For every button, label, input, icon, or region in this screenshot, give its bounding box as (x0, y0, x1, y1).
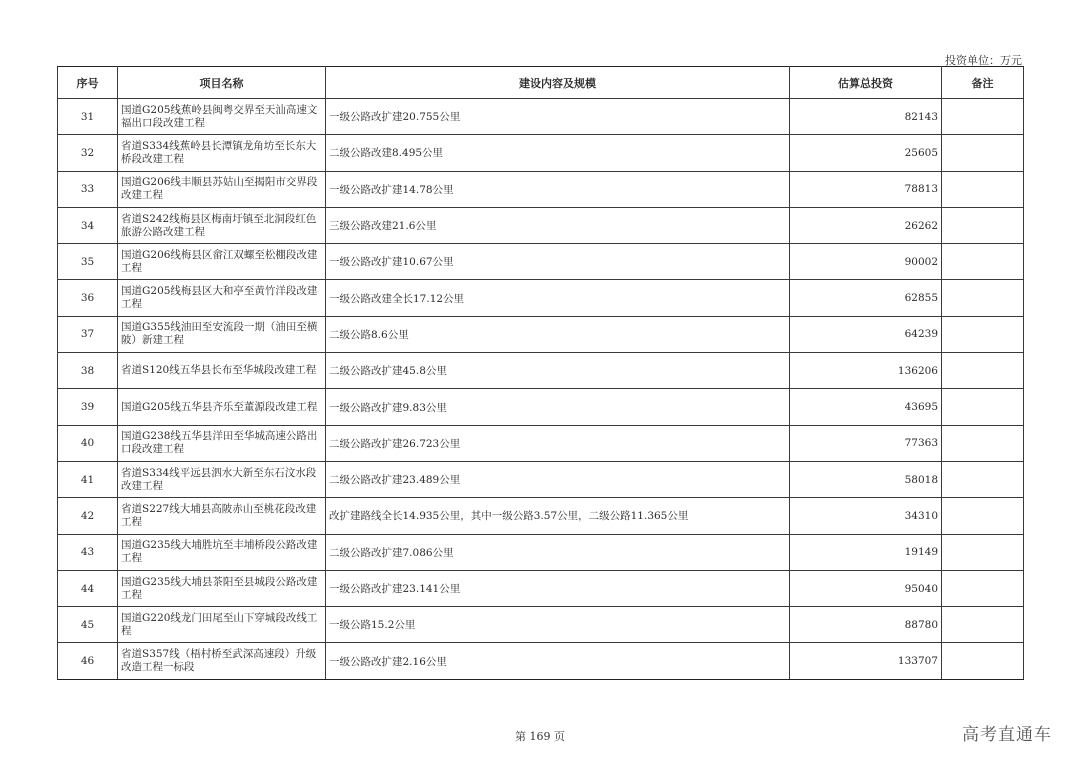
cell-project-name: 国道G206线丰顺县苏姑山至揭阳市交界段改建工程 (118, 171, 326, 207)
table-row (58, 280, 1024, 316)
cell-remark (942, 461, 1024, 497)
cell-project-name: 省道S334线蕉岭县长潭镇龙角坊至长东大桥段改建工程 (118, 135, 326, 171)
cell-investment: 25605 (790, 135, 942, 171)
cell-no: 39 (58, 389, 118, 425)
table-row (58, 643, 1024, 679)
cell-remark (942, 389, 1024, 425)
cell-project-name: 国道G355线油田至安流段一期（油田至横陂）新建工程 (118, 316, 326, 352)
cell-no: 42 (58, 498, 118, 534)
table-row (58, 534, 1024, 570)
table-row (58, 425, 1024, 461)
cell-scope: 二级公路8.6公里 (326, 316, 790, 352)
cell-project-name: 省道S227线大埔县高陂赤山至桃花段改建工程 (118, 498, 326, 534)
header-scope: 建设内容及规模 (326, 67, 790, 99)
cell-scope: 一级公路改建全长17.12公里 (326, 280, 790, 316)
cell-project-name: 国道G235线大埔县茶阳至县城段公路改建工程 (118, 570, 326, 606)
cell-investment: 19149 (790, 534, 942, 570)
cell-investment: 62855 (790, 280, 942, 316)
cell-no: 38 (58, 353, 118, 389)
cell-scope: 二级公路改建8.495公里 (326, 135, 790, 171)
cell-scope: 二级公路改扩建45.8公里 (326, 353, 790, 389)
cell-scope: 一级公路改扩建9.83公里 (326, 389, 790, 425)
cell-remark (942, 607, 1024, 643)
cell-scope: 一级公路15.2公里 (326, 607, 790, 643)
cell-project-name: 国道G205线五华县齐乐至董源段改建工程 (118, 389, 326, 425)
cell-project-name: 国道G205线梅县区大和亭至黄竹洋段改建工程 (118, 280, 326, 316)
table-row (58, 135, 1024, 171)
header-no: 序号 (58, 67, 118, 99)
cell-investment: 133707 (790, 643, 942, 679)
cell-remark (942, 316, 1024, 352)
table-row (58, 207, 1024, 243)
cell-investment: 43695 (790, 389, 942, 425)
table-row (58, 570, 1024, 606)
cell-investment: 88780 (790, 607, 942, 643)
cell-scope: 三级公路改建21.6公里 (326, 207, 790, 243)
cell-project-name: 省道S242线梅县区梅南圩镇至北洞段红色旅游公路改建工程 (118, 207, 326, 243)
cell-investment: 58018 (790, 461, 942, 497)
cell-investment: 77363 (790, 425, 942, 461)
investment-unit-note: 投资单位：万元 (945, 54, 1022, 67)
cell-no: 41 (58, 461, 118, 497)
cell-project-name: 省道S357线（梧村桥至武深高速段）升级改造工程一标段 (118, 643, 326, 679)
cell-investment: 136206 (790, 353, 942, 389)
header-name: 项目名称 (118, 67, 326, 99)
cell-remark (942, 425, 1024, 461)
table-row (58, 461, 1024, 497)
cell-remark (942, 534, 1024, 570)
watermark-logo: 高考直通车 (962, 725, 1052, 745)
table-row (58, 607, 1024, 643)
header-remark: 备注 (942, 67, 1024, 99)
table-header-row (58, 67, 1024, 99)
cell-remark (942, 353, 1024, 389)
cell-no: 31 (58, 99, 118, 135)
cell-no: 43 (58, 534, 118, 570)
cell-no: 34 (58, 207, 118, 243)
table-row (58, 353, 1024, 389)
cell-scope: 一级公路改扩建10.67公里 (326, 244, 790, 280)
cell-no: 33 (58, 171, 118, 207)
table-row (58, 498, 1024, 534)
cell-investment: 95040 (790, 570, 942, 606)
cell-no: 46 (58, 643, 118, 679)
cell-scope: 一级公路改扩建14.78公里 (326, 171, 790, 207)
cell-project-name: 省道S334线平远县泗水大新至东石汶水段改建工程 (118, 461, 326, 497)
cell-investment: 64239 (790, 316, 942, 352)
cell-project-name: 国道G238线五华县洋田至华城高速公路出口段改建工程 (118, 425, 326, 461)
cell-no: 45 (58, 607, 118, 643)
cell-investment: 82143 (790, 99, 942, 135)
cell-remark (942, 643, 1024, 679)
header-investment: 估算总投资 (790, 67, 942, 99)
table-row (58, 316, 1024, 352)
cell-scope: 一级公路改扩建23.141公里 (326, 570, 790, 606)
cell-remark (942, 498, 1024, 534)
cell-project-name: 省道S120线五华县长布至华城段改建工程 (118, 353, 326, 389)
cell-remark (942, 280, 1024, 316)
table-row (58, 99, 1024, 135)
cell-investment: 78813 (790, 171, 942, 207)
cell-project-name: 国道G206线梅县区畲江双螺至松棚段改建工程 (118, 244, 326, 280)
cell-project-name: 国道G220线龙门田尾至山下穿城段改线工程 (118, 607, 326, 643)
cell-remark (942, 135, 1024, 171)
cell-remark (942, 99, 1024, 135)
page-number: 第 169 页 (515, 730, 565, 743)
cell-no: 35 (58, 244, 118, 280)
cell-scope: 一级公路改扩建20.755公里 (326, 99, 790, 135)
cell-no: 44 (58, 570, 118, 606)
cell-remark (942, 207, 1024, 243)
cell-no: 37 (58, 316, 118, 352)
cell-scope: 二级公路改扩建23.489公里 (326, 461, 790, 497)
cell-scope: 二级公路改扩建7.086公里 (326, 534, 790, 570)
cell-no: 32 (58, 135, 118, 171)
cell-no: 40 (58, 425, 118, 461)
project-table (57, 66, 1024, 680)
table-row (58, 389, 1024, 425)
cell-investment: 90002 (790, 244, 942, 280)
cell-project-name: 国道G205线蕉岭县闽粤交界至天汕高速文福出口段改建工程 (118, 99, 326, 135)
cell-scope: 一级公路改扩建2.16公里 (326, 643, 790, 679)
cell-investment: 34310 (790, 498, 942, 534)
cell-scope: 二级公路改扩建26.723公里 (326, 425, 790, 461)
table-row (58, 171, 1024, 207)
cell-remark (942, 244, 1024, 280)
cell-scope: 改扩建路线全长14.935公里，其中一级公路3.57公里，二级公路11.365公里 (326, 498, 790, 534)
cell-remark (942, 171, 1024, 207)
cell-remark (942, 570, 1024, 606)
cell-investment: 26262 (790, 207, 942, 243)
cell-project-name: 国道G235线大埔胜坑至丰埔桥段公路改建工程 (118, 534, 326, 570)
cell-no: 36 (58, 280, 118, 316)
table-row (58, 244, 1024, 280)
